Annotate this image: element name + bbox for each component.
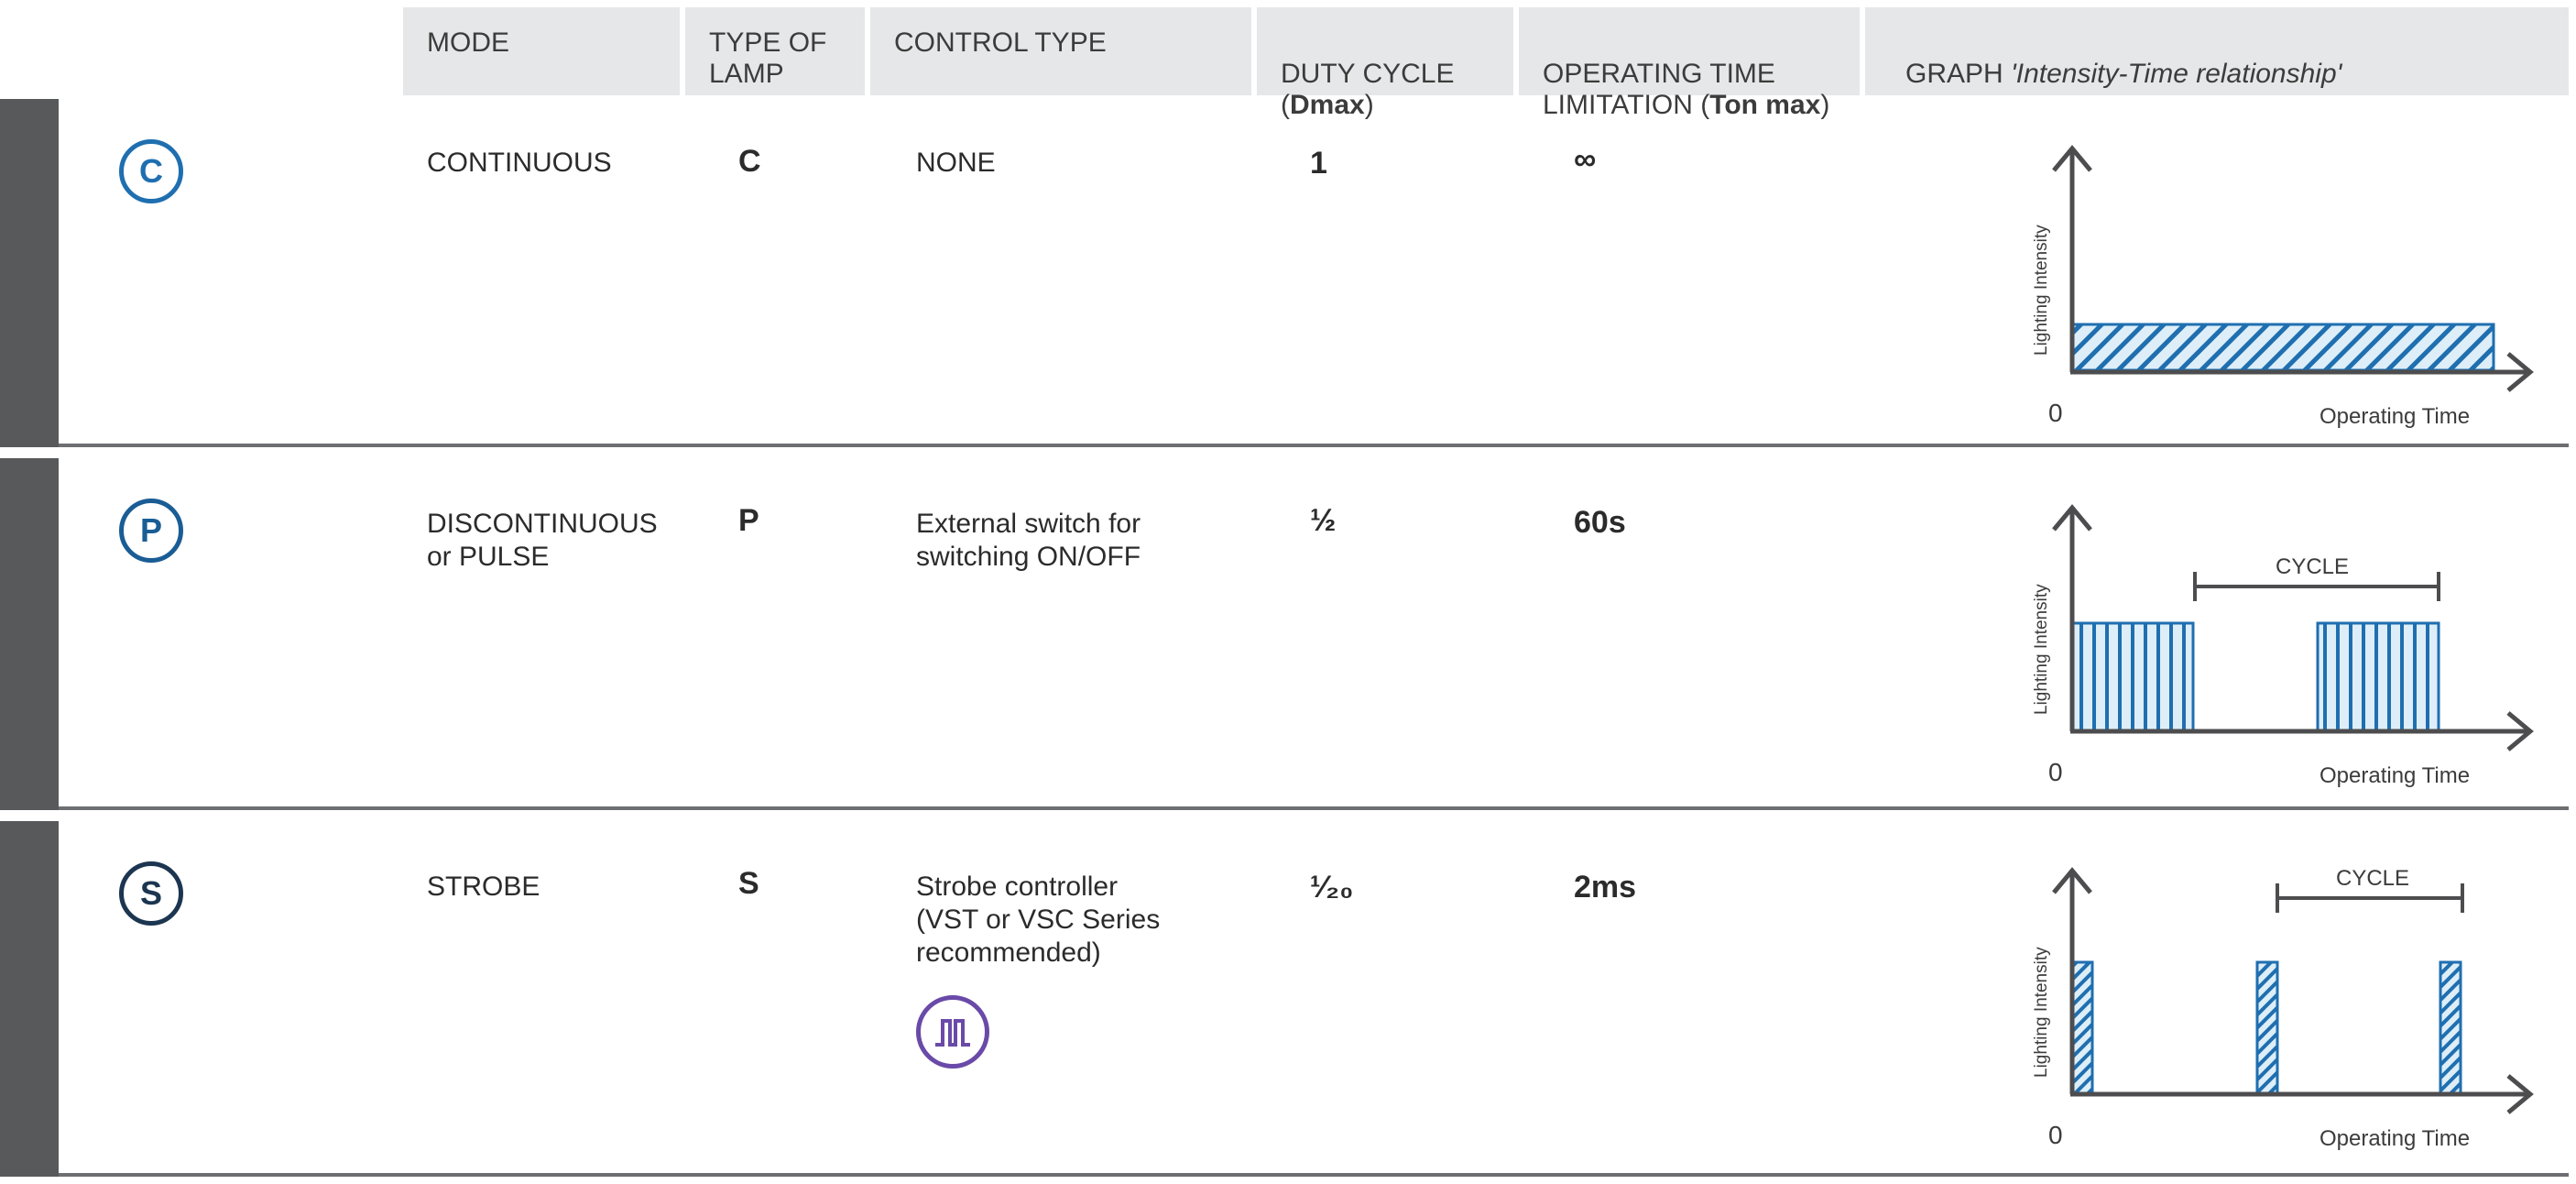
continuous-intensity-area	[2072, 324, 2494, 370]
mode-cell: DISCONTINUOUS or PULSE	[427, 509, 658, 572]
strobe-pulse-icon	[930, 1014, 976, 1050]
icon-letter: P	[139, 511, 162, 549]
mode-cell: STROBE	[427, 872, 540, 902]
header-operating-time: OPERATING TIME LIMITATION (Ton max)	[1519, 7, 1860, 95]
header-duty-line1: DUTY CYCLE	[1281, 59, 1455, 89]
row-divider	[59, 806, 2569, 810]
row-divider	[59, 444, 2569, 447]
origin-label: 0	[2048, 758, 2063, 786]
header-control-type: CONTROL TYPE	[870, 7, 1251, 95]
intensity-time-graph-pulse	[2015, 477, 2547, 788]
header-optime-line2a: LIMITATION (	[1543, 90, 1710, 120]
origin-label: 0	[2048, 399, 2063, 427]
control-cell: Strobe controller (VST or VSC Series recommended)	[916, 872, 1161, 968]
optime-cell: 60s	[1574, 505, 1626, 540]
intensity-time-graph-continuous	[2015, 117, 2547, 429]
strobe-controller-icon	[916, 995, 989, 1069]
header-graph-a: GRAPH	[1905, 59, 2012, 89]
icon-letter: C	[139, 152, 163, 190]
pulse-mode-icon	[119, 499, 183, 563]
table-row-strobe	[0, 821, 2569, 1177]
row-side-bar	[0, 99, 59, 447]
pulse-on-block-1	[2072, 623, 2193, 731]
icon-letter: S	[139, 874, 162, 912]
strobe-pulse-1	[2072, 962, 2092, 1094]
table-header	[403, 7, 2569, 120]
y-axis-label: Lighting Intensity	[2032, 225, 2051, 356]
x-axis-label: Operating Time	[2319, 1126, 2471, 1151]
strobe-pulse-2	[2257, 962, 2277, 1094]
header-optime-line1: OPERATING TIME	[1543, 59, 1775, 89]
control-cell: NONE	[916, 148, 996, 178]
header-duty-cycle: DUTY CYCLE (Dmax)	[1257, 7, 1513, 95]
optime-cell: ∞	[1574, 142, 1597, 177]
header-mode: MODE	[403, 7, 680, 95]
x-axis-label: Operating Time	[2319, 763, 2471, 788]
y-axis-label: Lighting Intensity	[2032, 947, 2051, 1078]
duty-cell: ¹⁄₂₀	[1310, 870, 1354, 904]
cycle-label: CYCLE	[2276, 554, 2350, 579]
control-cell: External switch for switching ON/OFF	[916, 509, 1141, 572]
header-lamp-type: TYPE OF LAMP	[685, 7, 865, 95]
header-graph	[1865, 7, 2569, 95]
lamp-cell: S	[738, 866, 759, 901]
table-row-pulse	[0, 458, 2569, 810]
strobe-mode-icon	[119, 861, 183, 926]
row-side-bar	[0, 458, 59, 810]
row-divider	[59, 1173, 2569, 1177]
continuous-mode-icon	[119, 139, 183, 203]
mode-cell: CONTINUOUS	[427, 148, 612, 178]
table-row-continuous	[0, 99, 2569, 447]
duty-cell: ½	[1310, 503, 1337, 538]
header-graph-b: 'Intensity-Time relationship'	[2011, 59, 2342, 89]
lamp-cell: P	[738, 503, 759, 538]
pulse-on-block-2	[2318, 623, 2439, 731]
row-side-bar	[0, 821, 59, 1177]
y-axis-label: Lighting Intensity	[2032, 584, 2051, 715]
strobe-pulse-3	[2440, 962, 2461, 1094]
header-duty-line2: Dmax	[1290, 90, 1365, 120]
cycle-label: CYCLE	[2336, 866, 2410, 891]
x-axis-label: Operating Time	[2319, 404, 2471, 429]
optime-cell: 2ms	[1574, 870, 1637, 904]
header-optime-line2b: Ton max	[1709, 90, 1821, 120]
intensity-time-graph-strobe	[2015, 839, 2547, 1151]
lamp-cell: C	[738, 144, 761, 179]
origin-label: 0	[2048, 1121, 2063, 1149]
duty-cell: 1	[1310, 146, 1327, 181]
